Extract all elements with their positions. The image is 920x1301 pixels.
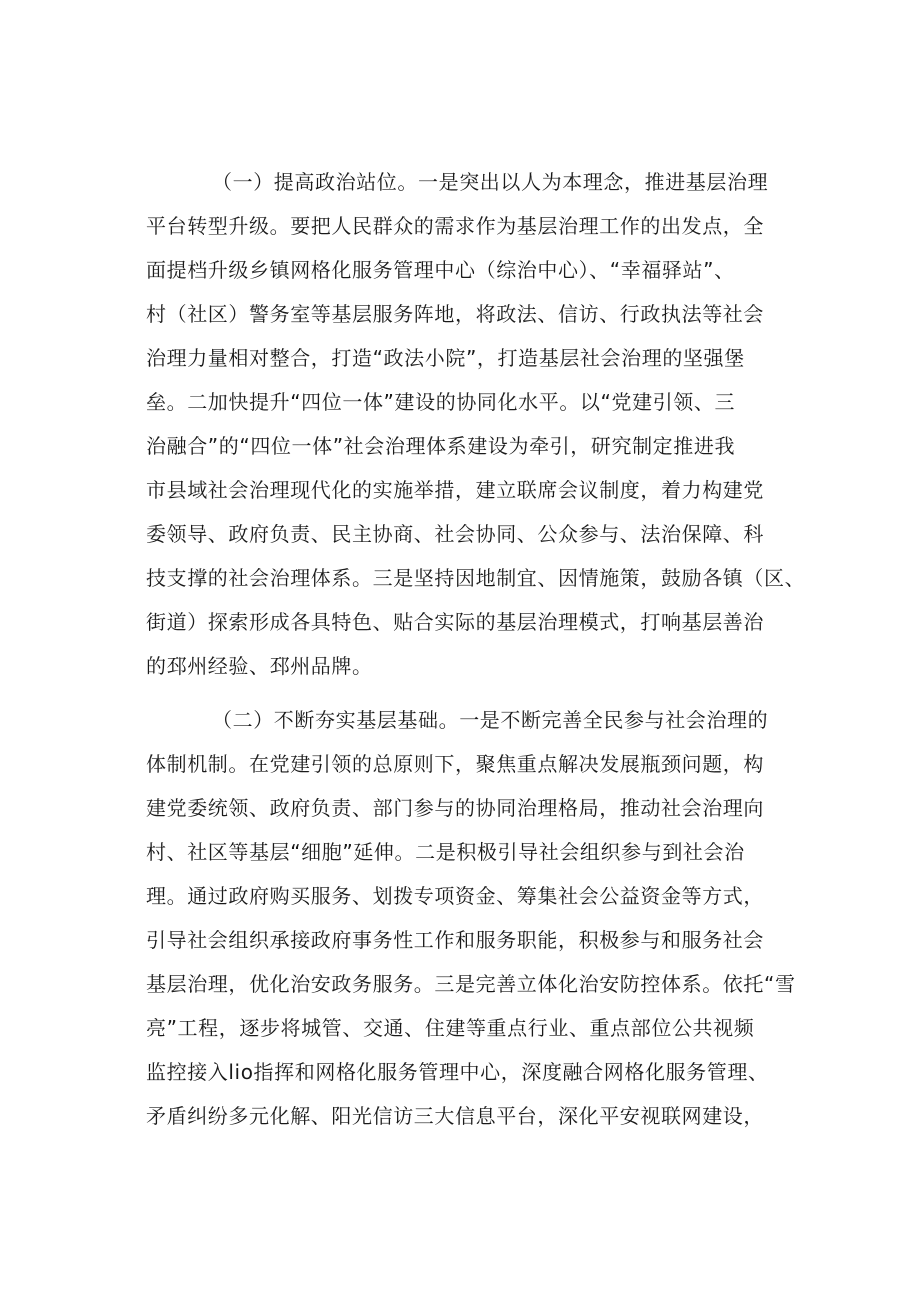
paragraph-spacer — [146, 688, 806, 698]
text-line: 基层治理，优化治安政务服务。三是完善立体化治安防控体系。依托“雪 — [146, 972, 796, 996]
text-line: 垒。二加快提升“四位一体”建设的协同化水平。以“党建引领、三 — [146, 390, 736, 414]
text-line: 体制机制。在党建引领的总原则下，聚焦重点解决发展瓶颈问题，构 — [146, 752, 764, 776]
document-body — [146, 160, 806, 1138]
text-line: 的邳州经验、邳州品牌。 — [146, 654, 373, 678]
text-line: 引导社会组织承接政府事务性工作和服务职能，积极参与和服务社会 — [146, 928, 764, 952]
text-line: （二）不断夯实基层基础。一是不断完善全民参与社会治理的 — [212, 708, 769, 732]
text-line: 理。通过政府购买服务、划拨专项资金、筹集社会公益资金等方式， — [146, 884, 764, 908]
text-line: （一）提高政治站位。一是突出以人为本理念，推进基层治理 — [212, 170, 769, 194]
text-line: 村（社区）警务室等基层服务阵地，将政法、信访、行政执法等社会 — [146, 302, 764, 326]
text-line: 街道）探索形成各具特色、贴合实际的基层治理模式，打响基层善治 — [146, 610, 764, 634]
text-line: 面提档升级乡镇网格化服务管理中心（综治中心）、“幸福驿站”、 — [146, 258, 735, 282]
text-line: 平台转型升级。要把人民群众的需求作为基层治理工作的出发点，全 — [146, 214, 764, 238]
text-line: 矛盾纠纷多元化解、阳光信访三大信息平台，深化平安视联网建设， — [146, 1104, 764, 1128]
text-line: 亮”工程，逐步将城管、交通、住建等重点行业、重点部位公共视频 — [146, 1016, 755, 1040]
text-line: 治融合”的“四位一体”社会治理体系建设为牵引，研究制定推进我 — [146, 434, 736, 458]
paragraph-1 — [146, 160, 806, 688]
text-line: 委领导、政府负责、民主协商、社会协同、公众参与、法治保障、科 — [146, 522, 764, 546]
text-line: 村、社区等基层“细胞”延伸。二是积极引导社会组织参与到社会治 — [146, 840, 745, 864]
text-line: 治理力量相对整合，打造“政法小院”，打造基层社会治理的坚强堡 — [146, 346, 745, 370]
paragraph-2 — [146, 698, 806, 1138]
text-line: 技支撑的社会治理体系。三是坚持因地制宜、因情施策，鼓励各镇（区、 — [146, 566, 806, 590]
text-line: 市县域社会治理现代化的实施举措，建立联席会议制度，着力构建党 — [146, 478, 764, 502]
text-line: 建党委统领、政府负责、部门参与的协同治理格局，推动社会治理向 — [146, 796, 764, 820]
text-line: 监控接入lio指挥和网格化服务管理中心，深度融合网格化服务管理、 — [146, 1060, 769, 1084]
